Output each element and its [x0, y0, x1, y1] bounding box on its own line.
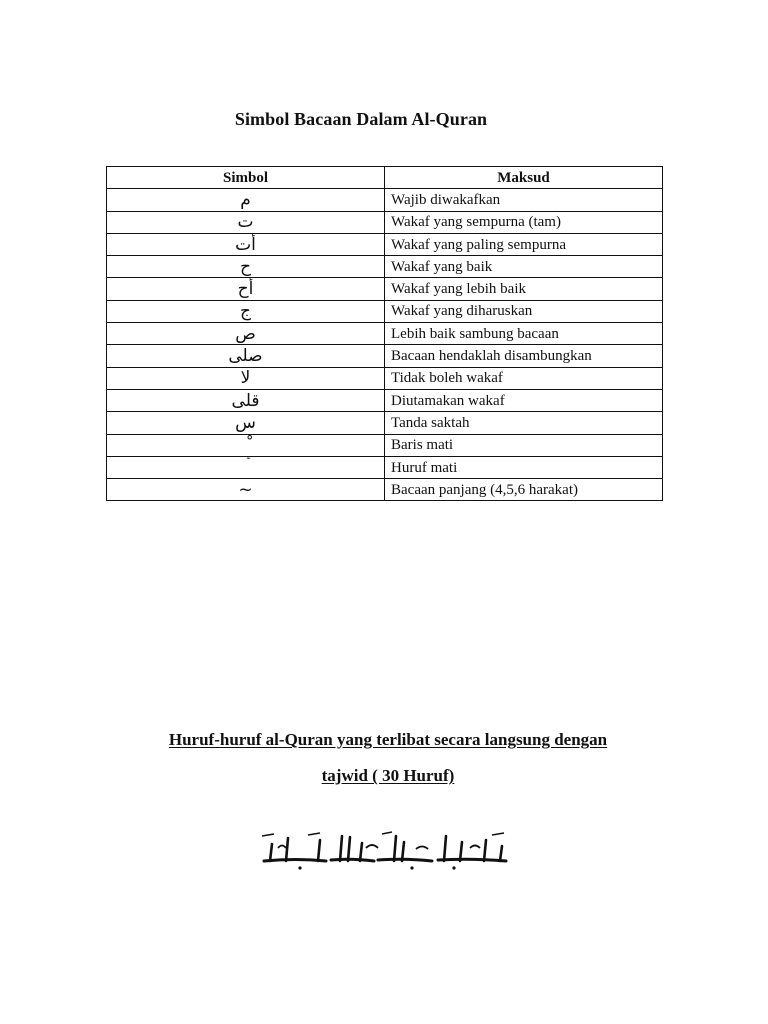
meaning-cell: Huruf mati — [385, 456, 663, 478]
meaning-cell: Wajib diwakafkan — [385, 189, 663, 211]
meaning-cell: Tanda saktah — [385, 412, 663, 434]
symbol-cell — [107, 434, 385, 456]
table-row — [107, 256, 663, 278]
table-body — [107, 189, 663, 501]
table-header-row — [107, 167, 663, 189]
meaning-cell: Tidak boleh wakaf — [385, 367, 663, 389]
symbol-cell: صلى — [107, 345, 385, 367]
symbol-cell: ت — [107, 211, 385, 233]
meaning-cell: Wakaf yang paling sempurna — [385, 233, 663, 255]
header-meaning: Maksud — [385, 167, 663, 189]
table-row — [107, 434, 663, 456]
table-row — [107, 211, 663, 233]
basmala-calligraphy — [256, 828, 516, 872]
symbol-cell: س — [107, 412, 385, 434]
symbol-cell: قلى — [107, 389, 385, 411]
table-row — [107, 345, 663, 367]
meaning-cell: Bacaan hendaklah disambungkan — [385, 345, 663, 367]
meaning-cell: Bacaan panjang (4,5,6 harakat) — [385, 479, 663, 501]
symbol-cell: أح — [107, 278, 385, 300]
table-row — [107, 479, 663, 501]
symbol-cell — [107, 456, 385, 478]
symbol-cell: ~ — [107, 479, 385, 501]
table-row — [107, 278, 663, 300]
table-row — [107, 456, 663, 478]
symbol-cell: م — [107, 189, 385, 211]
symbol-cell: ح — [107, 256, 385, 278]
meaning-cell: Diutamakan wakaf — [385, 389, 663, 411]
symbol-cell: لا — [107, 367, 385, 389]
meaning-cell: Wakaf yang baik — [385, 256, 663, 278]
meaning-cell: Wakaf yang lebih baik — [385, 278, 663, 300]
table-row — [107, 189, 663, 211]
header-symbol: Simbol — [107, 167, 385, 189]
symbol-table — [106, 166, 663, 501]
table-row — [107, 367, 663, 389]
section-heading-line-2: tajwid ( 30 Huruf) — [321, 766, 455, 785]
table-row — [107, 300, 663, 322]
meaning-cell: Wakaf yang diharuskan — [385, 300, 663, 322]
symbol-cell: أت — [107, 233, 385, 255]
table-row — [107, 323, 663, 345]
section-heading-line-1: Huruf-huruf al-Quran yang terlibat secara langsung dengan — [168, 730, 608, 749]
meaning-cell: Wakaf yang sempurna (tam) — [385, 211, 663, 233]
table-row — [107, 412, 663, 434]
meaning-cell: Lebih baik sambung bacaan — [385, 323, 663, 345]
table-row — [107, 233, 663, 255]
page-title: Simbol Bacaan Dalam Al-Quran — [234, 109, 488, 129]
meaning-cell: Baris mati — [385, 434, 663, 456]
symbol-cell: ص — [107, 323, 385, 345]
symbol-cell: ج — [107, 300, 385, 322]
table-row — [107, 389, 663, 411]
